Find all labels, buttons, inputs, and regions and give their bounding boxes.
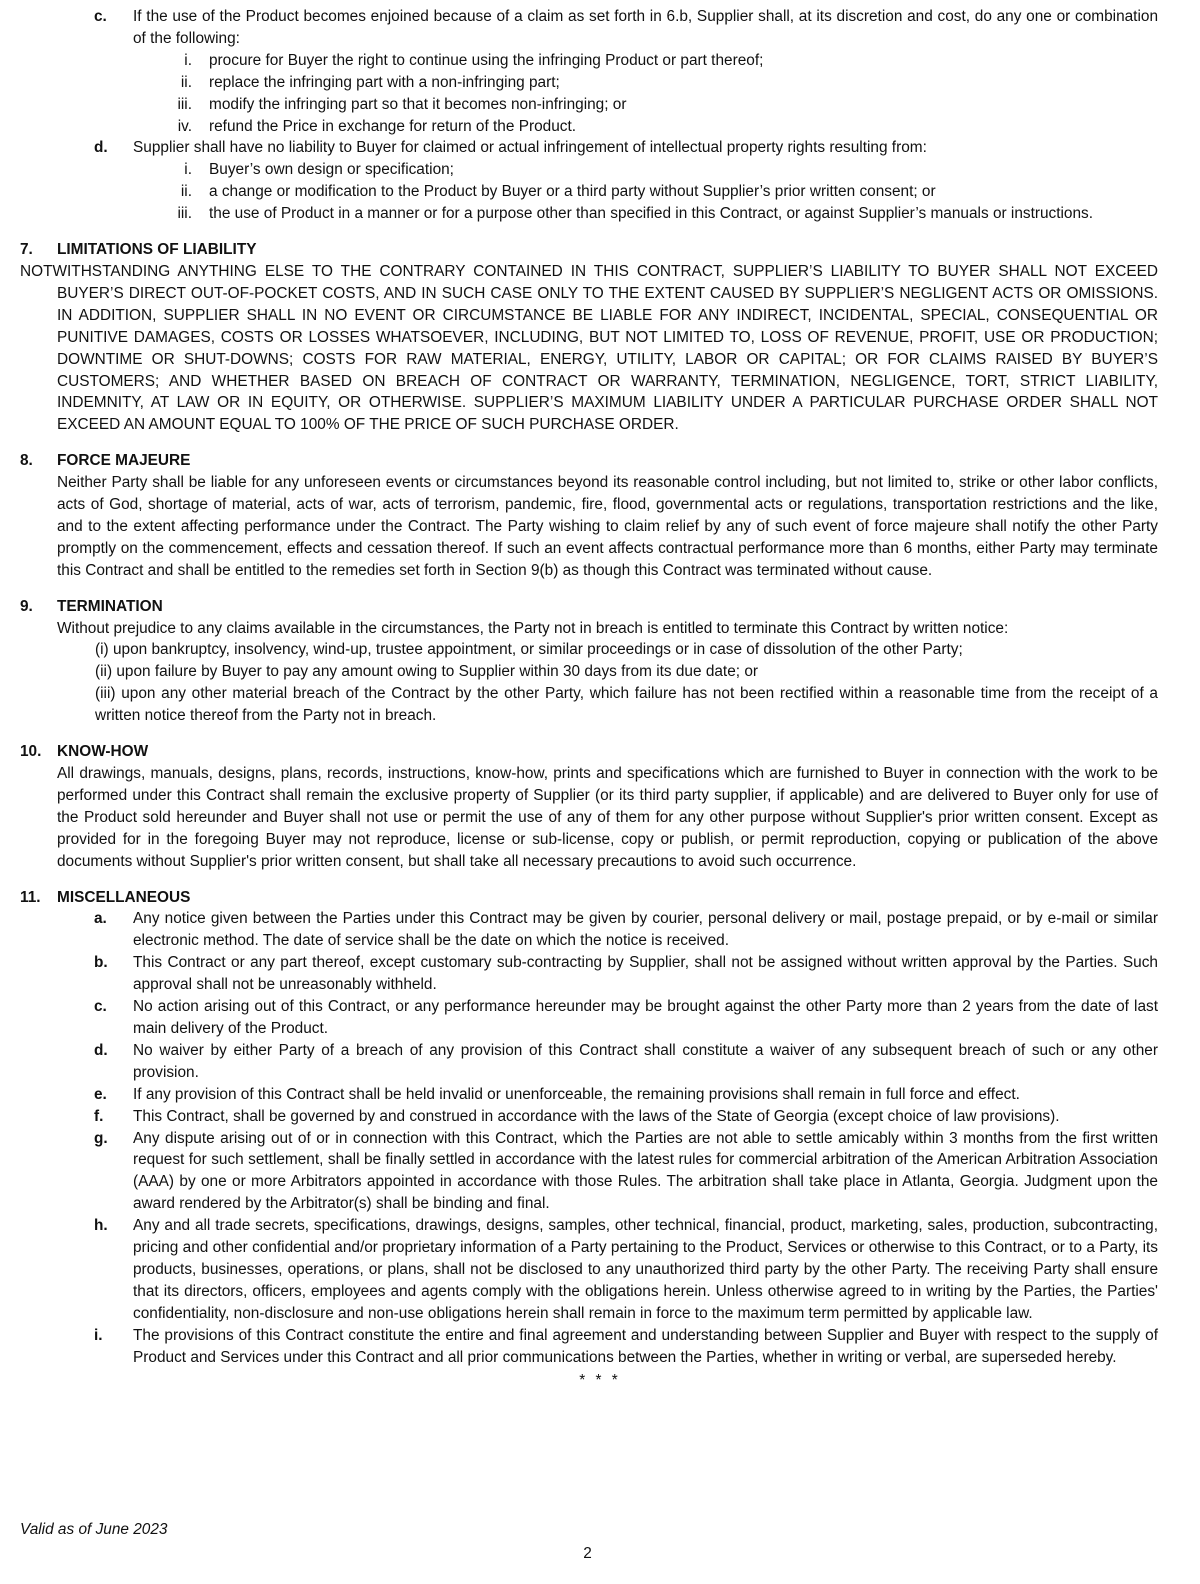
section-title: KNOW-HOW [57,743,149,761]
sub-item [0,72,1200,94]
sub-item [0,116,1200,138]
section-6-item-c [0,6,1200,50]
item-marker: d. [94,1041,108,1059]
section-body: NOTWITHSTANDING ANYTHING ELSE TO THE CONTRARY CONTAINED IN THIS CONTRACT, SUPPLIER’S LIABILITY TO BUYER SHALL NOT EXCEED BUYER’S DIRECT OUT-OF-POCKET COSTS, AND IN SUCH CASE ONLY TO THE EXTENT CAUSED BY SUPPLIER’S NEGLIGENT ACTS OR OMISSIONS. IN ADDITION, SUPPLIER SHALL IN NO EVENT OR CIRCUMSTANCE BE LIABLE FOR ANY INDIRECT, INCIDENTAL, SPECIAL, CONSEQUENTIAL OR PUNITIVE DAMAGES, COSTS OR LOSSES WHATSOEVER, INCLUDING, BUT NOT LIMITED TO, LOSS OF REVENUE, PROFIT, USE OR PRODUCTION; DOWNTIME OR SHUT-DOWNS; COSTS FOR RAW MATERIAL, ENERGY, UTILITY, LABOR OR CAPITAL; OR FOR CLAIMS RAISED BY BUYER’S CUSTOMERS; AND WHETHER BASED ON BREACH OF CONTRACT OR WARRANTY, TERMINATION, NEGLIGENCE, TORT, STRICT LIABILITY, INDEMNITY, AT LAW OR IN EQUITY, OR OTHERWISE. SUPPLIER’S MAXIMUM LIABILITY UNDER A PARTICULAR PURCHASE ORDER SHALL NOT EXCEED AN AMOUNT EQUAL TO 100% OF THE PRICE OF SUCH PURCHASE ORDER. [20,262,1158,434]
misc-item-d [0,1040,1200,1084]
section-9 [0,596,1200,727]
item-marker: h. [94,1217,108,1235]
sub-item [0,203,1200,225]
sub-item [0,181,1200,203]
section-heading [0,450,1200,472]
sub-item-text: procure for Buyer the right to continue using the infringing Product or part thereof; [209,51,764,69]
section-title: FORCE MAJEURE [57,452,191,470]
sub-item-text: modify the infringing part so that it becomes non-infringing; or [209,95,627,113]
sub-item [0,94,1200,116]
section-number: 11. [20,888,41,906]
item-marker: a. [94,910,107,928]
section-11 [0,887,1200,1369]
termination-item: (ii) upon failure by Buyer to pay any amount owing to Supplier within 30 days from its due date; or [95,663,759,681]
sub-item-text: replace the infringing part with a non-infringing part; [209,73,560,91]
sub-item [0,50,1200,72]
sub-item-marker: ii. [180,73,192,91]
item-marker: b. [94,954,108,972]
misc-item-b [0,952,1200,996]
section-number: 9. [20,597,33,615]
item-text: No waiver by either Party of a breach of any provision of this Contract shall constitute a waiver of any subsequent breach of such or any other provision. [133,1041,1158,1081]
item-text: This Contract or any part thereof, except customary sub-contracting by Supplier, shall not be assigned without written approval by the Parties. Such approval shall not be unreasonably withheld. [133,954,1158,994]
sub-item-marker: i. [184,51,192,69]
misc-item-f [0,1106,1200,1128]
document-page [0,6,1200,1392]
sub-item-text: the use of Product in a manner or for a purpose other than specified in this Contract, or against Supplier’s manuals or instructions. [209,205,1094,223]
item-text: Any dispute arising out of or in connection with this Contract, which the Parties are not able to settle amicably within 3 months from the first written request for such settlement, shall be finally settled in accordance with the latest rules for commercial arbitration of the American Arbitration Association (AAA) by one or more Arbitrators appointed in accordance with those Rules. The arbitration shall take place in Atlanta, Georgia. Judgment upon the award rendered by the Arbitrator(s) shall be binding and final. [133,1129,1158,1213]
section-title: TERMINATION [57,597,163,615]
item-text: Any and all trade secrets, specifications, drawings, designs, samples, other technical, financial, product, marketing, sales, production, subcontracting, pricing and other confidential and/or proprietary information of a Party pertaining to the Product, Services or otherwise to this Contract, or to a Party, its products, businesses, operations, or plans, shall not be disclosed to any unauthorized third party by the other Party. The receiving Party shall ensure that its directors, officers, employees and agents comply with the obligations herein. Unless otherwise agreed to in writing by the Parties, the Parties' confidentiality, non-disclosure and non-use obligations herein shall remain in force to the maximum term permitted by applicable law. [133,1217,1158,1322]
sub-item-text: Buyer’s own design or specification; [209,161,454,179]
section-intro: Without prejudice to any claims available in the circumstances, the Party not in breach is entitled to terminate this Contract by written notice: [57,619,1009,637]
misc-item-g [0,1128,1200,1216]
section-6-item-d [0,137,1200,159]
item-text: No action arising out of this Contract, or any performance hereunder may be brought against the other Party more than 2 years from the date of last main delivery of the Product. [133,998,1158,1037]
section-body: Neither Party shall be liable for any unforeseen events or circumstances beyond its reasonable control including, but not limited to, strike or other labor conflicts, acts of God, shortage of material, acts of war, acts of terrorism, pandemic, fire, flood, governmental acts or regulations, transportation restrictions and the like, and to the extent affecting performance under the Contract. The Party wishing to claim relief by any of such event of force majeure shall notify the other Party promptly on the commencement, effects and cessation thereof. If such an event affects contractual performance more than 6 months, either Party may terminate this Contract and shall be entitled to the remedies set forth in Section 9(b) as though this Contract was terminated without cause. [57,474,1158,579]
termination-item: (i) upon bankruptcy, insolvency, wind-up, trustee appointment, or similar proceedings or in case of dissolution of the other Party; [95,641,963,659]
item-text: Supplier shall have no liability to Buyer for claimed or actual infringement of intellectual property rights resulting from: [133,139,927,157]
section-number: 8. [20,452,33,470]
misc-item-c [0,996,1200,1040]
item-text: The provisions of this Contract constitute the entire and final agreement and understanding between Supplier and Buyer with respect to the supply of Product and Services under this Contract and all prior communications between the Parties, whether in writing or verbal, are superseded hereby. [133,1326,1158,1366]
misc-item-e [0,1084,1200,1106]
item-marker: i. [94,1326,103,1344]
section-title: LIMITATIONS OF LIABILITY [57,241,257,259]
footer-valid-date: Valid as of June 2023 [20,1521,168,1538]
sub-item-text: a change or modification to the Product by Buyer or a third party without Supplier’s prior written consent; or [209,183,936,201]
sub-item-marker: ii. [180,183,192,201]
end-of-document-mark: * * * [579,1372,621,1390]
sub-item-marker: iv. [177,117,192,135]
section-title: MISCELLANEOUS [57,888,191,906]
section-8 [0,450,1200,581]
item-text: If any provision of this Contract shall be held invalid or unenforceable, the remaining provisions shall remain in full force and effect. [133,1085,1020,1103]
sub-item-marker: iii. [177,205,192,223]
section-7 [0,239,1200,436]
misc-item-a [0,908,1200,952]
item-marker: c. [94,998,107,1016]
termination-item: (iii) upon any other material breach of the Contract by the other Party, which failure has not been rectified within a reasonable time from the receipt of a written notice thereof from the Party not in breach. [95,685,1158,725]
sub-item-marker: i. [184,161,192,179]
item-marker: g. [94,1129,108,1147]
misc-item-i [0,1325,1200,1369]
section-6-continuation [0,6,1200,225]
section-heading [0,887,1200,909]
item-marker: f. [94,1107,104,1125]
item-marker: e. [94,1085,107,1103]
section-number: 7. [20,241,33,259]
misc-item-h [0,1215,1200,1325]
item-text: This Contract, shall be governed by and construed in accordance with the laws of the State of Georgia (except choice of law provisions). [133,1107,1060,1125]
section-number: 10. [20,743,42,761]
section-body: All drawings, manuals, designs, plans, records, instructions, know-how, prints and specifications which are furnished to Buyer in connection with the work to be performed under this Contract shall remain the exclusive property of Supplier (or its third party supplier, if applicable) and are delivered to Buyer only for use of the Product sold hereunder and Buyer shall not use or permit the use of any of them for any other purpose without Supplier's prior written consent. Except as provided for in the foregoing Buyer may not reproduce, license or sub-license, copy or publish, or permit reproduction, copying or publication of the above documents without Supplier's prior written consent, but shall take all necessary precautions to avoid such occurrence. [57,765,1158,870]
section-10 [0,741,1200,872]
section-heading [0,239,1200,261]
section-heading [0,596,1200,618]
item-marker: c. [94,8,107,25]
page-number: 2 [583,1545,592,1562]
section-heading [0,741,1200,763]
item-marker: d. [94,139,108,157]
item-text: Any notice given between the Parties under this Contract may be given by courier, personal delivery or mail, postage prepaid, or by e-mail or similar electronic method. The date of service shall be the date on which the notice is received. [133,910,1158,950]
sub-item-marker: iii. [177,95,192,113]
item-text: If the use of the Product becomes enjoined because of a claim as set forth in 6.b, Supplier shall, at its discretion and cost, do any one or combination of the following: [133,8,1158,47]
sub-item-text: refund the Price in exchange for return of the Product. [209,117,577,135]
sub-item [0,159,1200,181]
